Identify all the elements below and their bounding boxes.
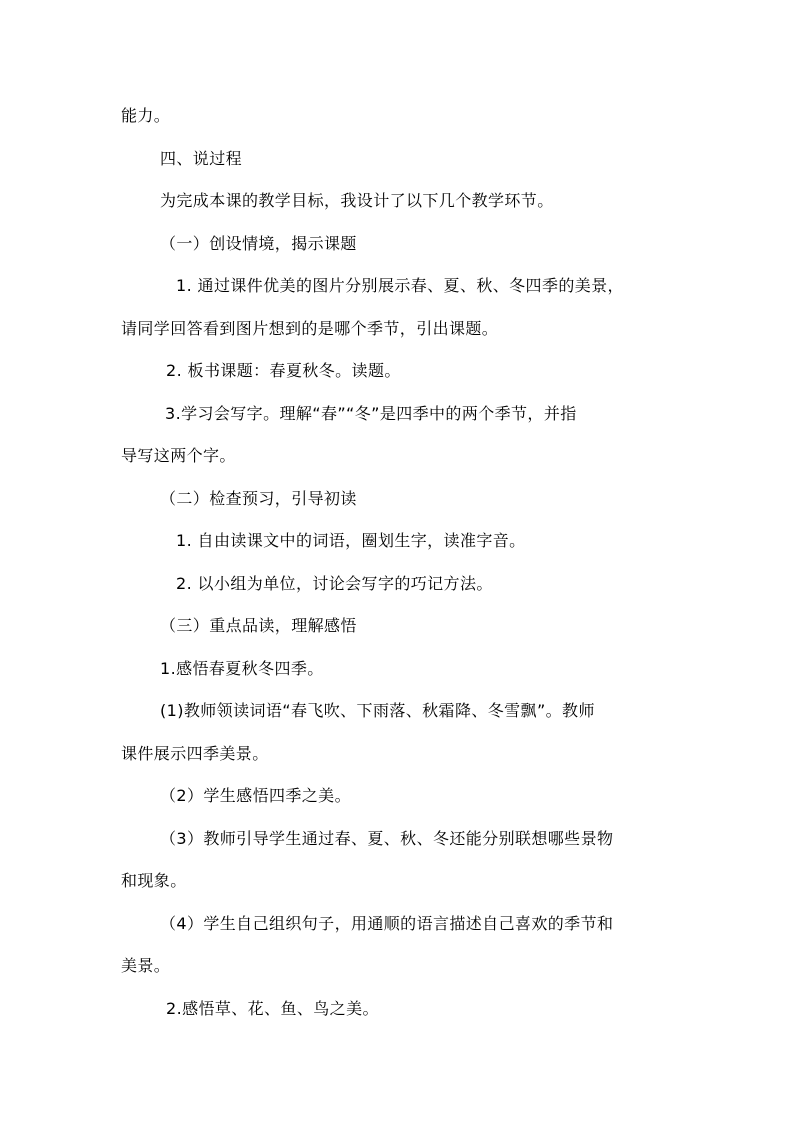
text-line: 课件展示四季美景。 [121,744,269,763]
text-line: 1. 通过课件优美的图片分别展示春、夏、秋、冬四季的美景， [176,276,624,295]
text-line: 请同学回答看到图片想到的是哪个季节，引出课题。 [121,319,499,338]
text-line: 1. 自由读课文中的词语，圈划生字，读准字音。 [176,531,526,550]
text-line: 2. 板书课题：春夏秋冬。读题。 [166,361,401,380]
subsection-heading: （二）检查预习，引导初读 [160,489,357,508]
text-line: 1.感悟春夏秋冬四季。 [160,659,324,678]
text-line: （3）教师引导学生通过春、夏、秋、冬还能分别联想哪些景物 [160,829,614,848]
text-line: (1)教师领读词语“春飞吹、下雨落、秋霜降、冬雪飘”。教师 [160,701,595,720]
text-line: （4）学生自己组织句子，用通顺的语言描述自己喜欢的季节和 [160,914,614,933]
text-line: （2）学生感悟四季之美。 [160,786,351,805]
subsection-heading: （三）重点品读，理解感悟 [160,616,357,635]
section-heading: 四、说过程 [160,149,243,168]
text-line: 2. 以小组为单位，讨论会写字的巧记方法。 [176,574,493,593]
subsection-heading: （一）创设情境，揭示课题 [160,234,357,253]
text-line: 2.感悟草、花、鱼、鸟之美。 [166,999,379,1018]
text-line: 美景。 [121,956,171,975]
text-line: 为完成本课的教学目标，我设计了以下几个教学环节。 [160,191,554,210]
text-line: 3.学习会写字。理解“春”“冬”是四季中的两个季节，并指 [165,404,577,423]
text-line: 和现象。 [121,871,187,890]
text-line: 导写这两个字。 [121,446,236,465]
text-line: 能力。 [121,106,171,125]
